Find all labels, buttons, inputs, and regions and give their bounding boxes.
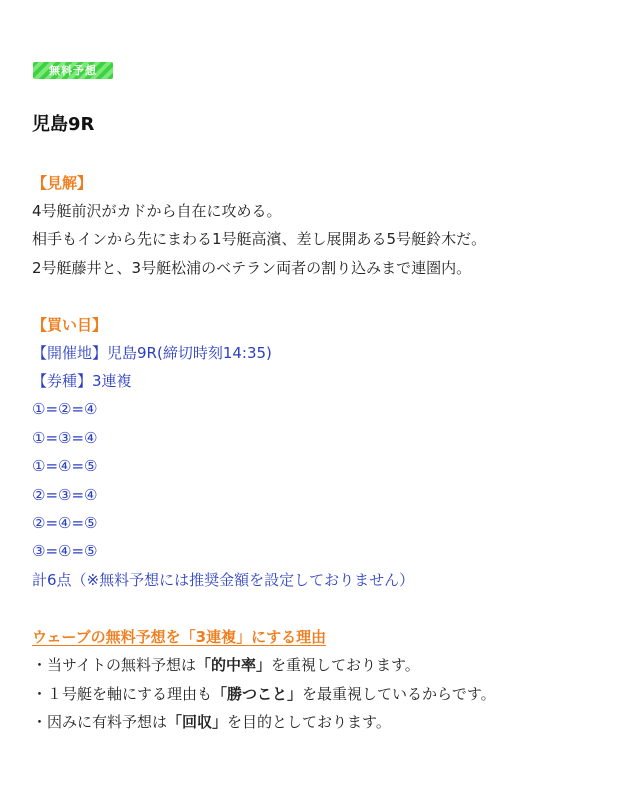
reason-line-3 — [32, 712, 391, 732]
bet-combo: ②=③=④ — [32, 486, 98, 504]
reason-line-1-emphasis: 「的中率」 — [195, 656, 271, 674]
reason-line-2-pre: ・１号艇を軸にする理由も — [32, 685, 213, 703]
reason-line-2 — [32, 684, 496, 704]
reason-line-1 — [32, 655, 420, 675]
bet-combo: ①=③=④ — [32, 429, 98, 447]
bet-combo: ①=④=⑤ — [32, 457, 98, 475]
free-prediction-badge: 無料予想 — [33, 62, 113, 79]
bet-combo: ①=②=④ — [32, 400, 98, 418]
race-title: 児島9R — [32, 114, 95, 135]
reason-line-3-pre: ・因みに有料予想は — [32, 713, 168, 731]
reason-line-1-post: を重視しております。 — [270, 656, 420, 674]
bets-heading: 【買い目】 — [32, 316, 108, 334]
reason-line-2-emphasis: 「勝つこと」 — [212, 685, 303, 703]
reason-line-3-emphasis: 「回収」 — [167, 713, 228, 731]
bets-venue: 【開催地】児島9R(締切時刻14:35) — [32, 344, 272, 362]
opinion-heading: 【見解】 — [32, 174, 93, 192]
reason-line-2-post: を最重視しているからです。 — [302, 685, 496, 703]
reason-line-1-pre: ・当サイトの無料予想は — [32, 656, 196, 674]
opinion-line-2: 相手もインから先にまわる1号艇高濱、差し展開ある5号艇鈴木だ。 — [32, 230, 487, 248]
reason-heading: ウェーブの無料予想を「3連複」にする理由 — [32, 628, 327, 646]
bets-ticket-type: 【券種】3連複 — [32, 372, 132, 390]
opinion-line-3: 2号艇藤井と、3号艇松浦のベテラン両者の割り込みまで連圏内。 — [32, 259, 472, 277]
opinion-line-1: 4号艇前沢がカドから自在に攻める。 — [32, 202, 282, 220]
bet-combo: ②=④=⑤ — [32, 514, 98, 532]
bets-total: 計6点（※無料予想には推奨金額を設定しておりません） — [32, 571, 415, 589]
bet-combo: ③=④=⑤ — [32, 542, 98, 560]
reason-line-3-post: を目的としております。 — [227, 713, 391, 731]
